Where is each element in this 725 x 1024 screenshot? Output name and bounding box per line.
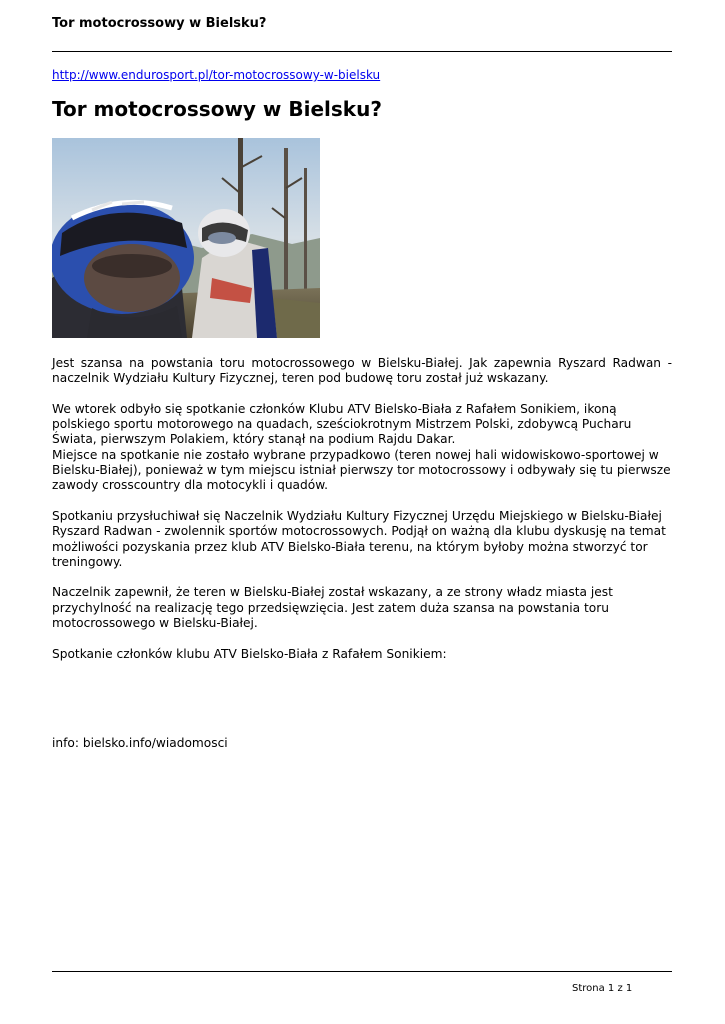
article-paragraph: Miejsce na spotkanie nie zostało wybrane przypadkowo (teren nowej hali widowiskowo-sportowej w Bielsku-Białej), ponieważ w tym miejscu istniał pierwszy tor motocrossowy i odbywały się tu pierwsze zawody crosscountry dla motocykli i quadów. [52, 447, 671, 493]
page-number: Strona 1 z 1 [572, 983, 633, 994]
article-title: Tor motocrossowy w Bielsku? [52, 97, 382, 121]
page-header-title: Tor motocrossowy w Bielsku? [52, 16, 267, 31]
article-paragraph: Spotkaniu przysłuchiwał się Naczelnik Wydziału Kultury Fizycznej Urzędu Miejskiego w Bielsku-Białej Ryszard Radwan - zwolennik sportów motocrossowych. Podjął on ważną dla klubu dyskusję na temat możliwości pozyskania przez klub ATV Bielsko-Biała terenu, na którym byłoby można stworzyć tor treningowy. [52, 508, 666, 569]
article-paragraph: We wtorek odbyło się spotkanie członków Klubu ATV Bielsko-Biała z Rafałem Sonikiem, ikoną polskiego sportu motorowego na quadach, sześciokrotnym Mistrzem Polski, zdobywcą Pucharu Świata, pierwszym Polakiem, który stanął na podium Rajdu Dakar. [52, 401, 632, 447]
header-divider [52, 51, 672, 52]
source-link[interactable]: http://www.endurosport.pl/tor-motocrossowy-w-bielsku [52, 68, 381, 82]
article-paragraph: Naczelnik zapewnił, że teren w Bielsku-Białej został wskazany, a ze strony władz miasta jest przychylność na realizację tego przedsięwzięcia. Jest zatem duża szansa na powstania toru motocrossowego w Bielsku-Białej. [52, 585, 613, 631]
article-paragraph: Jest szansa na powstania toru motocrossowego w Bielsku-Białej. Jak zapewnia Ryszard Radwan - naczelnik Wydziału Kultury Fizycznej, teren pod budowę toru został już wskazany. [52, 356, 672, 386]
article-photo [52, 138, 320, 338]
info-source: info: bielsko.info/wiadomosci [52, 736, 228, 750]
footer-divider [52, 971, 672, 972]
article-body [52, 356, 672, 662]
article-paragraph: Spotkanie członków klubu ATV Bielsko-Biała z Rafałem Sonikiem: [52, 646, 447, 661]
